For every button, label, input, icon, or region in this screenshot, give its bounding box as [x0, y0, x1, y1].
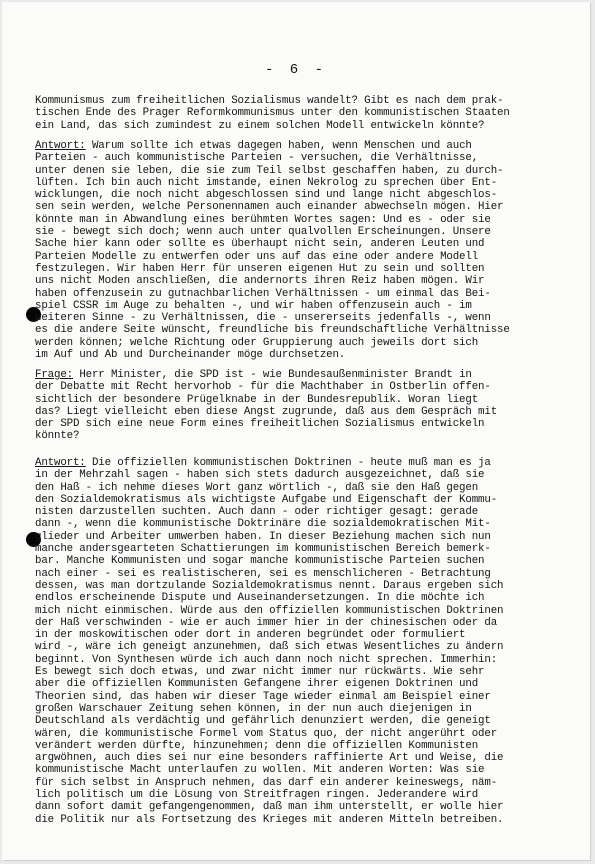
text-line: Theorien sind, das haben wir dieser Tage wieder einmal am Beispiel einer — [35, 690, 491, 703]
text-line: das? Liegt vielleicht eben diese Angst zugrunde, daß aus dem Gespräch mit — [35, 405, 498, 418]
text-line: ein Land, das sich zumindest zu einem solchen Modell entwickeln könnte? — [35, 119, 485, 132]
text-line: im Auf und Ab und Durcheinander möge durchsetzen. — [35, 349, 346, 362]
text-line: argwöhnen, auch dies sei nur eine besonders raffinierte Art und Weise, die — [35, 752, 504, 765]
text-line: sen sein werden, welche Personennamen auch einander abwechseln mögen. Hier — [35, 201, 504, 214]
text-line: dann sofort damit gefangengenommen, daß man ihm unterstellt, er wolle hier — [35, 801, 504, 814]
text-line: den Sozialdemokratismus als wichtigste Aufgabe und Eigenschaft der Kommu- — [35, 493, 498, 506]
text-line: für sich selbst in Anspruch nehmen, das darf ein anderer keineswegs, näm- — [35, 776, 498, 789]
answer-label: Antwort: — [35, 140, 86, 152]
question-label: Frage: — [35, 369, 73, 381]
text-line: Parteien Modelle zu entwerfen oder uns auf das eine oder andere Modell — [35, 250, 479, 263]
text-line: in der moskowitischen oder dort in anderen begründet oder formuliert — [35, 629, 466, 642]
question-paragraph — [35, 369, 565, 443]
text-line: bar. Manche Kommunisten und sogar manche kommunistische Parteien suchen — [35, 555, 485, 568]
text-line: beginnt. Von Synthesen würde ich auch dann noch nicht sprechen. Immerhin: — [35, 653, 498, 666]
text-line: haben offenzusein zu gutnachbarlichen Verhältnissen - um einmal das Bei- — [35, 287, 491, 300]
text-span: Warum sollte ich etwas dagegen haben, wenn Menschen und auch — [85, 140, 472, 152]
text-line: könnte man in Abwandlung eines berühmten Wortes sagen: Und es - oder sie — [35, 213, 491, 226]
text-line: endlos erscheinende Dispute und Auseinandersetzungen. In die möchte ich — [35, 592, 485, 605]
text-line: mich nicht einmischen. Würde aus den offiziellen kommunistischen Doktrinen — [35, 604, 504, 617]
text-line: festzulegen. Wir haben Herr für unseren eigenen Hut zu sein und sollten — [35, 262, 485, 275]
text-line: wären, die kommunistische Formel vom Status quo, der nicht angerührt oder — [35, 727, 498, 740]
text-span: Die offiziellen kommunistischen Doktrinen - heute muß man es ja — [85, 457, 491, 469]
text-line: der Haß verschwinden - wie er auch immer hier in der chinesischen oder da — [35, 616, 498, 629]
text-line: der SPD sich eine neue Form eines freiheitlichen Sozialismus entwickeln — [35, 418, 485, 431]
text-line: in der Mehrzahl sagen - haben sich stets dadurch ausgezeichnet, daß sie — [35, 469, 485, 482]
text-line: den Haß - ich nehme dieses Wort ganz wörtlich -, daß sie den Haß gegen — [35, 481, 479, 494]
text-span: Herr Minister, die SPD ist - wie Bundesaußenminister Brandt in — [72, 369, 472, 381]
text-line: Es bewegt sich doch etwas, und zwar nicht immer nur rückwärts. Wie sehr — [35, 666, 485, 679]
text-line: manche andersgearteten Schattierungen im kommunistischen Bereich bemerk- — [35, 543, 491, 556]
text-line: es die andere Seite wünscht, freundliche bis freundschaftliche Verhältnisse — [35, 324, 510, 337]
text-line: könnte? — [35, 430, 80, 443]
text-line: werden können; welche Richtung oder Gruppierung auch jeweils dort sich — [35, 336, 479, 349]
text-line: verändert werden dürfte, hinzunehmen; denn die offiziellen Kommunisten — [35, 739, 479, 752]
text-line: dessen, was man dortzulande Sozialdemokratismus nennt. Daraus ergeben sich — [35, 579, 504, 592]
text-line: tischen Ende des Prager Reformkommunismus unter den kommunistischen Staaten — [35, 107, 510, 120]
document-page — [2, 2, 590, 860]
text-line: Deutschland als verdächtig und gefährlich denunziert werden, die geneigt — [35, 715, 491, 728]
text-line: sie - bewegt sich doch; wenn auch unter qualvollen Erscheinungen. Unsere — [35, 226, 491, 239]
text-line: glieder und Arbeiter umwerben haben. In dieser Beziehung machen sich nun — [35, 530, 491, 543]
text-line: der Debatte mit Recht hervorhob - für die Machthaber in Ostberlin offen- — [35, 381, 491, 394]
text-line: Sache hier kann oder sollte es überhaupt nicht sein, anderen Leuten und — [35, 238, 485, 251]
text-line: weiteren Sinne - zu Verhältnissen, die - unsererseits jedenfalls -, wenn — [35, 312, 491, 325]
page-number: - 6 - — [264, 62, 327, 78]
paragraph-first-line — [35, 369, 565, 381]
paragraph-first-line — [35, 140, 565, 152]
text-line: aber die offiziellen Kommunisten Gefangene ihrer eigenen Doktrinen und — [35, 678, 479, 691]
intro-paragraph — [35, 95, 565, 132]
text-line: dann -, wenn die kommunistische Doktrinäre die sozialdemokratischen Mit- — [35, 518, 491, 531]
paragraph-first-line — [35, 457, 565, 469]
text-line: nisten darzustellen suchten. Auch dann - oder richtiger gesagt: gerade — [35, 506, 479, 519]
text-line: uns nicht Moden anschließen, die andernorts ihren Reiz haben mögen. Wir — [35, 275, 485, 288]
text-line: großen Warschauer Zeitung sehen können, in der nun auch diejenigen in — [35, 702, 472, 715]
text-line: spiel CSSR im Auge zu behalten -, und wir haben offenzusein auch - im — [35, 299, 472, 312]
text-line: wird -, wäre ich geneigt anzunehmen, daß sich etwas Wesentliches zu ändern — [35, 641, 504, 654]
text-line: Parteien - auch kommunistische Parteien - versuchen, die Verhältnisse, — [35, 152, 479, 165]
text-line: lich politisch um die Lösung von Streitfragen ringen. Jederandere wird — [35, 789, 479, 802]
answer-paragraph-2 — [35, 457, 565, 826]
text-line: unter denen sie leben, die sie zum Teil selbst geschaffen haben, zu durch- — [35, 164, 504, 177]
text-line: nach einer - sei es realistischeren, sei es menschlicheren - Betrachtung — [35, 567, 491, 580]
answer-paragraph-1 — [35, 140, 565, 361]
text-line: sichtlich der besondere Prügelknabe in der Bundesrepublik. Woran liegt — [35, 393, 479, 406]
text-line: wicklungen, die noch nicht abgeschlossen sind und lange nicht abgeschlos- — [35, 189, 498, 202]
text-line: kommunistische Macht unterlaufen zu wollen. Mit anderen Worten: Was sie — [35, 764, 485, 777]
text-line: Kommunismus zum freiheitlichen Sozialismus wandelt? Gibt es nach dem prak- — [35, 95, 504, 107]
answer-label: Antwort: — [35, 457, 86, 469]
text-line: lüften. Ich bin auch nicht imstande, einen Nekrolog zu sprechen über Ent- — [35, 176, 498, 189]
text-line: die Politik nur als Fortsetzung des Krieges mit anderen Mitteln betreiben. — [35, 813, 504, 826]
